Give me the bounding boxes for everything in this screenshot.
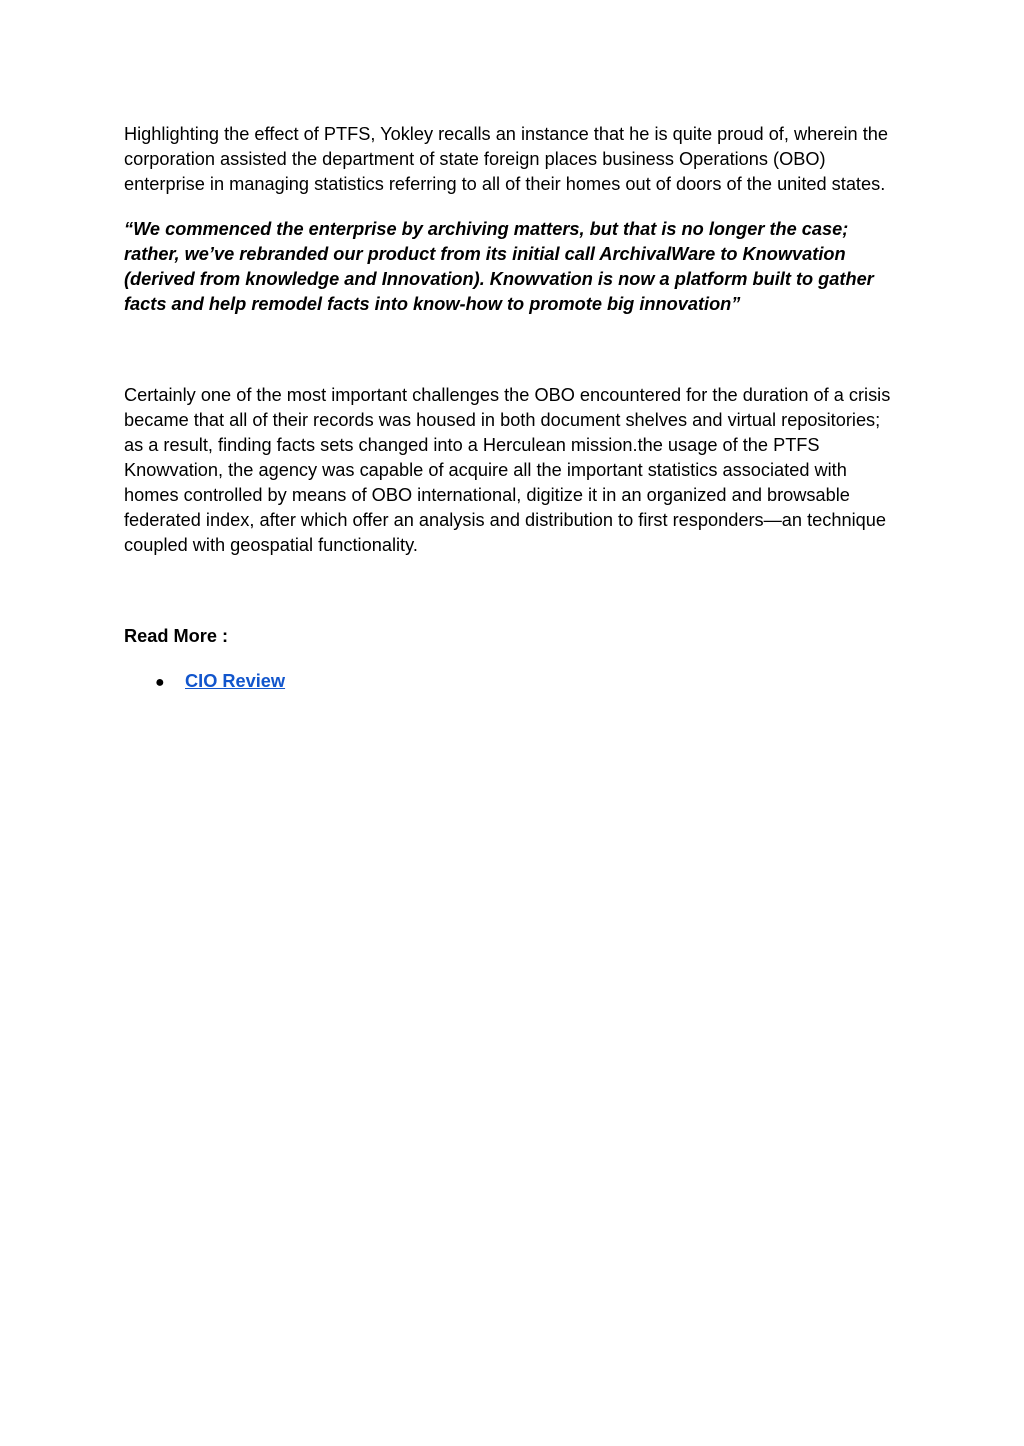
bullet-icon: ● (155, 674, 165, 691)
read-more-list (124, 669, 894, 695)
read-more-heading: Read More : (124, 626, 229, 646)
cio-review-link[interactable]: CIO Review (185, 671, 286, 691)
intro-paragraph: Highlighting the effect of PTFS, Yokley recalls an instance that he is quite proud of, wherein the corporation assisted the department of state foreign places business Operations (OBO) enterprise in managing statistics referring to all of their homes out of doors of the united states. (124, 124, 888, 194)
quote-paragraph: “We commenced the enterprise by archiving matters, but that is no longer the case; rather, we’ve rebranded our product from its initial call ArchivalWare to Knowvation (derived from knowledge and Innovation). Knowvation is now a platform built to gather facts and help remodel facts into know-how to promote big innovation” (124, 219, 874, 314)
list-item (124, 669, 894, 695)
document-content (124, 122, 894, 695)
body-paragraph: Certainly one of the most important challenges the OBO encountered for the duration of a crisis became that all of their records was housed in both document shelves and virtual repositories; as a result, finding facts sets changed into a Herculean mission.the usage of the PTFS Knowvation, the agency was capable of acquire all the important statistics associated with homes controlled by means of OBO international, digitize it in an organized and browsable federated index, after which offer an analysis and distribution to first responders—an technique coupled with geospatial functionality. (124, 385, 891, 555)
